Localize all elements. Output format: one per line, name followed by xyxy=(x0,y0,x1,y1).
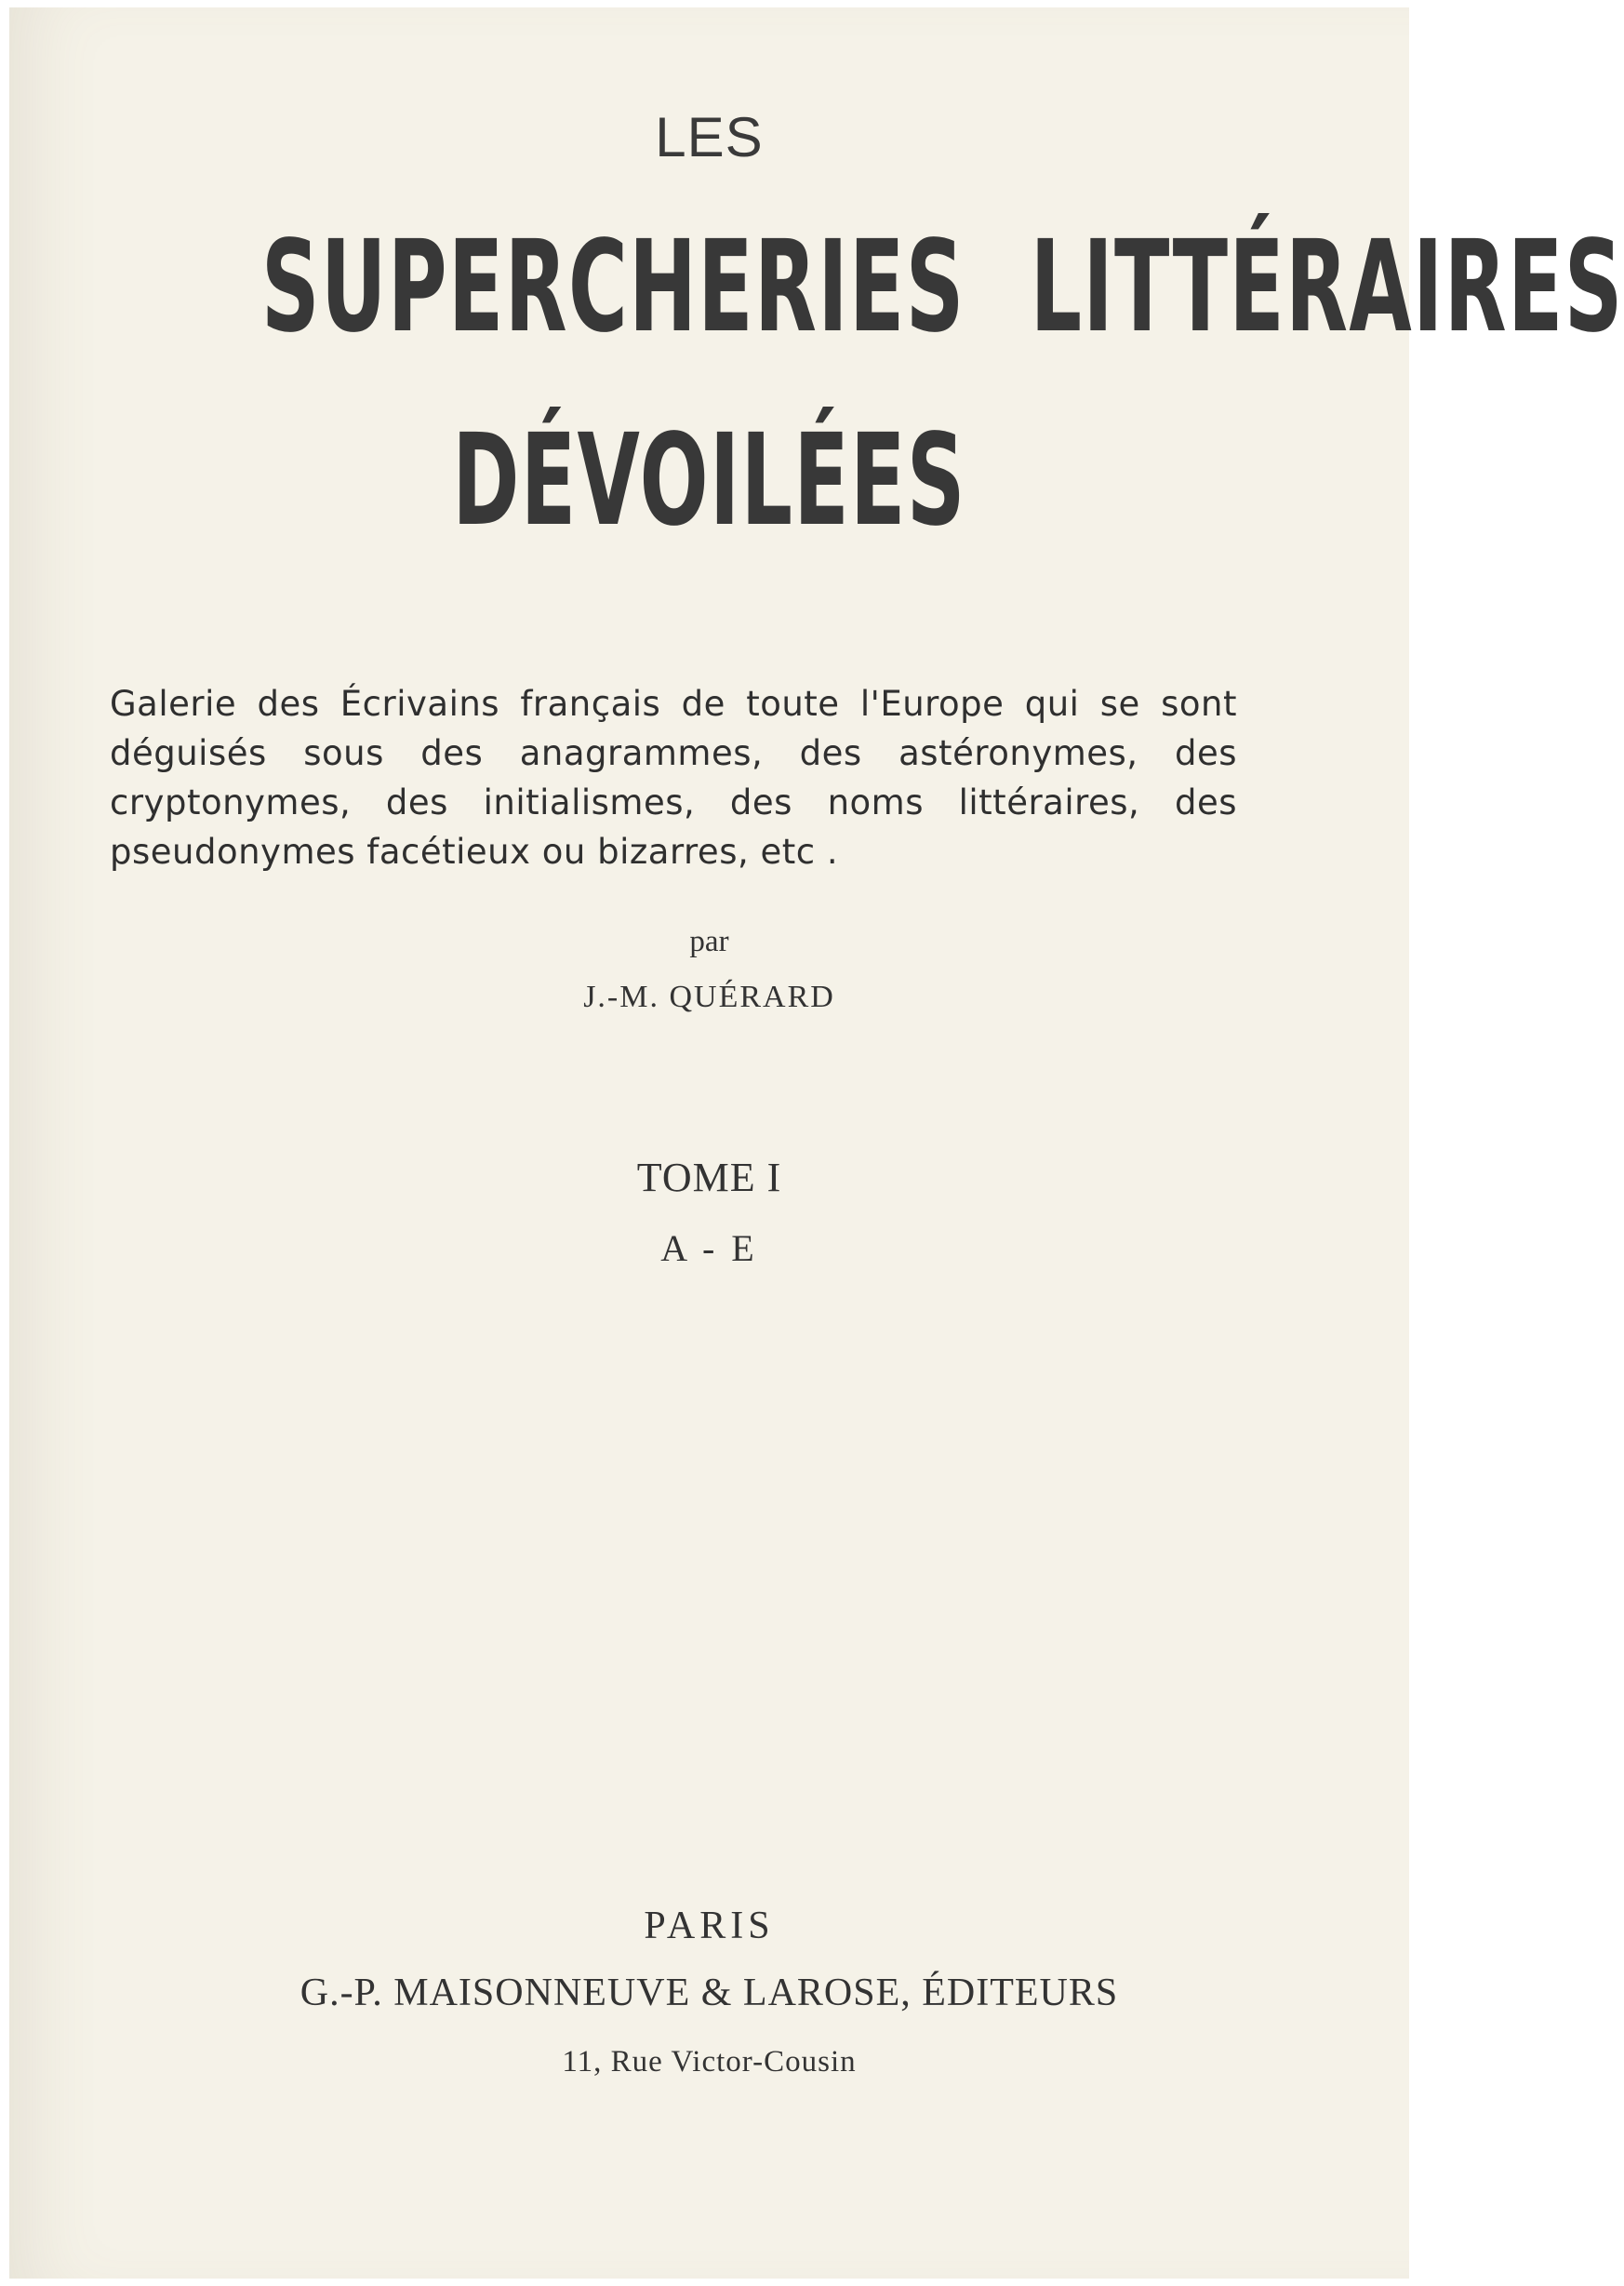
volume-label: TOME I xyxy=(636,1155,782,1200)
by-line: par xyxy=(689,925,729,958)
main-title-line-1: SUPERCHERIES LITTÉRAIRES xyxy=(260,214,1624,361)
author-name: J.-M. QUÉRARD xyxy=(583,980,835,1014)
imprint-city: PARIS xyxy=(644,1905,775,1947)
pre-title: LES xyxy=(655,106,764,168)
main-title-line-2: DÉVOILÉES xyxy=(452,408,966,555)
subtitle: Galerie des Écrivains français de toute l'Europe qui se sont déguisés sous des anagrammes, des astéronymes, des cryptonymes, des initialismes, des noms littéraires, des pseudonymes facétieux ou bizarres, etc . xyxy=(110,684,1237,872)
book-title-page xyxy=(9,7,1624,2279)
volume-range: A - E xyxy=(660,1227,758,1269)
imprint-address: 11, Rue Victor-Cousin xyxy=(562,2045,857,2079)
imprint-publisher: G.-P. MAISONNEUVE & LAROSE, ÉDITEURS xyxy=(300,1972,1119,2014)
